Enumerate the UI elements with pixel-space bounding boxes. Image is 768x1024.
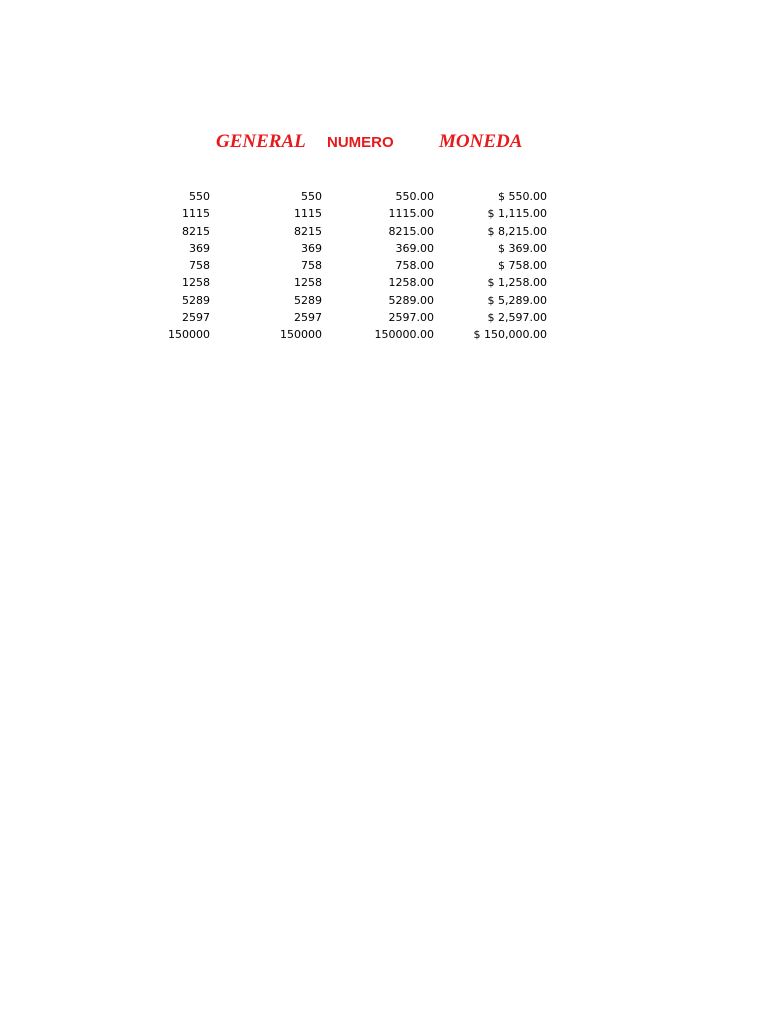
cell-moneda: $ 369.00 [498,241,547,255]
cell-numero: 5289 [294,293,322,307]
cell-moneda: $ 550.00 [498,190,547,203]
cell-decimal: 758.00 [395,259,434,273]
cell-moneda: $ 1,258.00 [487,276,547,290]
header-moneda: MONEDA [439,131,523,152]
cell-decimal: 1115.00 [388,207,434,221]
cell-numero: 369 [301,241,322,255]
cell-decimal: 1258.00 [388,276,434,290]
header-general: GENERAL [216,131,306,152]
cell-numero: 1258 [294,276,322,290]
cell-numero: 2597 [294,311,322,325]
cell-moneda: $ 150,000.00 [473,328,547,342]
cell-numero: 550 [301,190,322,203]
cell-decimal: 5289.00 [388,293,434,307]
cell-decimal: 150000.00 [374,328,434,342]
table-row [140,292,560,309]
cell-moneda: $ 758.00 [498,259,547,273]
header-numero: NUMERO [327,134,394,151]
cell-decimal: 2597.00 [388,311,434,325]
table-row [140,309,560,326]
table-row [140,240,560,257]
cell-general: 369 [189,241,210,255]
cell-numero: 1115 [294,207,322,221]
table-row [140,223,560,240]
cell-moneda: $ 2,597.00 [487,311,547,325]
cell-moneda: $ 5,289.00 [487,293,547,307]
table-row [140,188,560,205]
cell-general: 2597 [182,311,210,325]
cell-decimal: 8215.00 [388,224,434,238]
table-row [140,274,560,291]
cell-general: 150000 [168,328,210,342]
cell-general: 1258 [182,276,210,290]
cell-numero: 758 [301,259,322,273]
cell-general: 5289 [182,293,210,307]
cell-numero: 150000 [280,328,322,342]
cell-decimal: 369.00 [395,241,434,255]
cell-moneda: $ 1,115.00 [487,207,547,221]
cell-numero: 8215 [294,224,322,238]
cell-general: 1115 [182,207,210,221]
table-row [140,326,560,343]
cell-general: 758 [189,259,210,273]
number-format-table [140,188,560,344]
cell-general: 8215 [182,224,210,238]
cell-decimal: 550.00 [395,190,434,203]
cell-general: 550 [189,190,210,203]
table-row [140,257,560,274]
table-row [140,205,560,222]
cell-moneda: $ 8,215.00 [487,224,547,238]
